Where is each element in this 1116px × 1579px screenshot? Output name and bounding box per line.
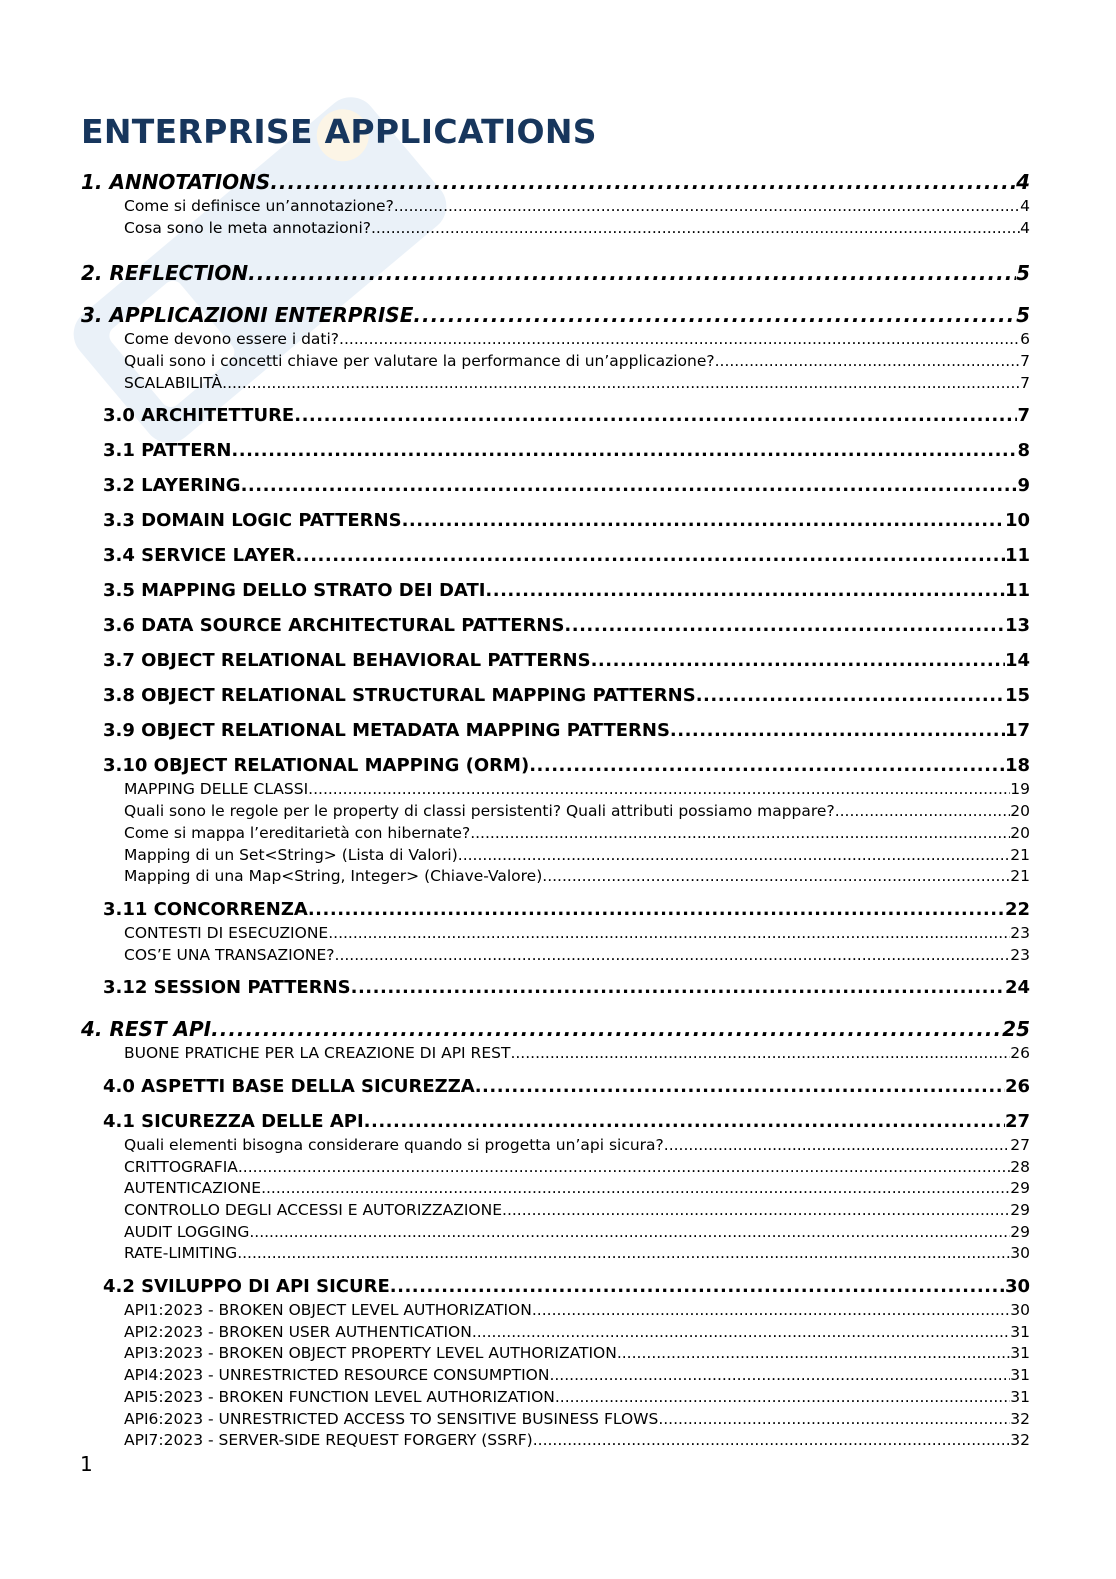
toc-entry-page: 9 [1017, 475, 1030, 497]
toc-entry-page: 5 [1016, 261, 1030, 286]
toc-entry-page: 13 [1004, 615, 1030, 637]
toc-entry-page: 8 [1017, 440, 1030, 462]
toc-entry[interactable] [81, 945, 1030, 967]
toc-dot-leader [470, 823, 1010, 845]
toc-dot-leader [549, 1365, 1010, 1387]
toc-entry-page: 26 [1010, 1044, 1030, 1063]
toc-dot-leader [564, 612, 1005, 639]
toc-entry-title: SCALABILITÀ [124, 373, 223, 392]
toc-entry-title: 3.9 OBJECT RELATIONAL METADATA MAPPING PATTERNS [103, 720, 670, 742]
toc-entry[interactable] [81, 1343, 1030, 1365]
toc-entry-title: Come devono essere i dati? [124, 330, 340, 349]
toc-entry-page: 4 [1020, 218, 1030, 237]
toc-entry[interactable] [81, 866, 1030, 888]
toc-entry[interactable] [81, 1273, 1030, 1300]
toc-entry[interactable] [81, 823, 1030, 845]
toc-entry-page: 17 [1004, 720, 1030, 742]
toc-entry[interactable] [81, 259, 1030, 287]
toc-entry-title: 4.0 ASPETTI BASE DELLA SICUREZZA [103, 1075, 475, 1097]
toc-dot-leader [394, 196, 1020, 218]
toc-entry[interactable] [81, 801, 1030, 823]
toc-dot-leader [222, 373, 1020, 395]
toc-dot-leader [308, 779, 1010, 801]
toc-entry[interactable] [81, 507, 1030, 534]
toc-dot-leader [270, 168, 1016, 196]
toc-entry-page: 31 [1010, 1387, 1030, 1406]
toc-entry-page: 21 [1010, 845, 1030, 864]
toc-entry-title: Mapping di una Map<String, Integer> (Chiave-Valore) [124, 867, 543, 886]
toc-entry-title: CONTROLLO DEGLI ACCESSI E AUTORIZZAZIONE [124, 1201, 503, 1219]
toc-dot-leader [617, 1343, 1010, 1365]
toc-dot-leader [555, 1387, 1010, 1409]
toc-entry-title: COS’E UNA TRANSAZIONE? [124, 945, 335, 964]
toc-dot-leader [591, 647, 1005, 674]
toc-dot-leader [294, 402, 1017, 429]
toc-dot-leader [835, 801, 1011, 823]
toc-entry[interactable] [81, 168, 1030, 196]
toc-entry[interactable] [81, 1178, 1030, 1200]
toc-entry[interactable] [81, 612, 1030, 639]
toc-entry-title: 4.1 SICUREZZA DELLE API [103, 1110, 364, 1132]
toc-entry-page: 21 [1010, 867, 1030, 886]
toc-entry-title: Quali elementi bisogna considerare quando si progetta un’api sicura? [124, 1135, 664, 1154]
toc-entry-page: 27 [1004, 1110, 1030, 1132]
toc-entry-title: 3.5 MAPPING DELLO STRATO DEI DATI [103, 580, 486, 602]
toc-dot-leader [413, 301, 1016, 329]
toc-entry[interactable] [81, 1135, 1030, 1157]
toc-entry[interactable] [81, 974, 1030, 1001]
toc-entry-page: 7 [1020, 352, 1030, 371]
toc-entry[interactable] [81, 373, 1030, 395]
toc-entry-page: 22 [1004, 898, 1030, 920]
toc-dot-leader [364, 1108, 1005, 1135]
toc-entry[interactable] [81, 923, 1030, 945]
toc-dot-leader [241, 472, 1018, 499]
toc-dot-leader [335, 945, 1011, 967]
toc-entry[interactable] [81, 752, 1030, 779]
toc-entry-page: 15 [1004, 685, 1030, 707]
toc-dot-leader [238, 1157, 1010, 1179]
toc-entry-page: 11 [1004, 545, 1030, 567]
toc-entry-title: 3.8 OBJECT RELATIONAL STRUCTURAL MAPPING PATTERNS [103, 685, 696, 707]
toc-entry-page: 23 [1010, 923, 1030, 942]
toc-entry-page: 29 [1010, 1222, 1030, 1241]
toc-dot-leader [458, 845, 1011, 867]
toc-entry-page: 30 [1004, 1276, 1030, 1298]
toc-entry-page: 25 [1002, 1017, 1030, 1042]
toc-entry[interactable] [81, 1200, 1030, 1222]
toc-dot-leader [532, 1300, 1010, 1322]
toc-entry-title: RATE-LIMITING [124, 1244, 238, 1263]
toc-entry-page: 4 [1016, 170, 1030, 194]
toc-entry[interactable] [81, 402, 1030, 429]
toc-entry-page: 6 [1020, 330, 1030, 349]
toc-entry-page: 31 [1010, 1322, 1030, 1341]
toc-dot-leader [472, 1322, 1010, 1344]
toc-dot-leader [670, 717, 1005, 744]
document-title: ENTERPRISE APPLICATIONS [81, 112, 597, 151]
toc-entry-page: 32 [1010, 1431, 1030, 1450]
toc-entry-page: 7 [1020, 373, 1030, 392]
toc-dot-leader [658, 1409, 1010, 1431]
toc-entry-page: 30 [1010, 1301, 1030, 1320]
toc-entry-title: Quali sono le regole per le property di classi persistenti? Quali attributi possiamo mappare? [124, 802, 835, 821]
toc-entry[interactable] [81, 1222, 1030, 1244]
toc-entry-title: 3.7 OBJECT RELATIONAL BEHAVIORAL PATTERNS [103, 650, 591, 672]
toc-dot-leader [542, 866, 1010, 888]
toc-entry-title: 3.0 ARCHITETTURE [103, 405, 295, 427]
toc-dot-leader [237, 1243, 1010, 1265]
toc-dot-leader [351, 974, 1005, 1001]
toc-entry-page: 31 [1010, 1366, 1030, 1385]
toc-entry-page: 19 [1010, 780, 1030, 799]
toc-entry[interactable] [81, 577, 1030, 604]
toc-dot-leader [328, 923, 1010, 945]
toc-dot-leader [510, 1043, 1010, 1065]
toc-entry-title: API5:2023 - BROKEN FUNCTION LEVEL AUTHORIZATION [124, 1387, 555, 1406]
toc-entry-page: 27 [1010, 1135, 1030, 1154]
toc-entry-title: 3.1 PATTERN [103, 440, 232, 462]
toc-dot-leader [402, 507, 1005, 534]
toc-entry-title: CONTESTI DI ESECUZIONE [124, 923, 329, 942]
toc-entry[interactable] [81, 1043, 1030, 1065]
toc-entry-title: 1. ANNOTATIONS [81, 170, 271, 194]
toc-entry[interactable] [81, 845, 1030, 867]
toc-entry-title: API2:2023 - BROKEN USER AUTHENTICATION [124, 1322, 472, 1341]
toc-dot-leader [249, 1222, 1010, 1244]
toc-entry[interactable] [81, 1243, 1030, 1265]
toc-entry-title: BUONE PRATICHE PER LA CREAZIONE DI API REST [124, 1044, 511, 1063]
toc-entry-title: AUDIT LOGGING [124, 1222, 250, 1241]
toc-entry-page: 11 [1004, 580, 1030, 602]
toc-entry[interactable] [81, 196, 1030, 218]
toc-entry-title: Come si mappa l’ereditarietà con hibernate? [124, 823, 471, 842]
toc-dot-leader [502, 1200, 1010, 1222]
toc-entry-title: API3:2023 - BROKEN OBJECT PROPERTY LEVEL AUTHORIZATION [124, 1344, 617, 1363]
toc-dot-leader [296, 542, 1005, 569]
toc-entry[interactable] [81, 1365, 1030, 1387]
toc-entry[interactable] [81, 1322, 1030, 1344]
toc-entry[interactable] [81, 542, 1030, 569]
toc-entry[interactable] [81, 1430, 1030, 1452]
toc-dot-leader [475, 1073, 1005, 1100]
toc-dot-leader [339, 329, 1020, 351]
toc-dot-leader [261, 1178, 1010, 1200]
toc-entry-title: 3.10 OBJECT RELATIONAL MAPPING (ORM) [103, 755, 530, 777]
toc-entry-title: Quali sono i concetti chiave per valutare la performance di un’applicazione? [124, 352, 715, 371]
toc-entry-page: 20 [1010, 802, 1030, 821]
toc-entry[interactable] [81, 1073, 1030, 1100]
toc-dot-leader [696, 682, 1005, 709]
toc-entry-page: 32 [1010, 1409, 1030, 1428]
toc-entry-title: 3.6 DATA SOURCE ARCHITECTURAL PATTERNS [103, 615, 565, 637]
toc-entry[interactable] [81, 472, 1030, 499]
toc-entry-title: 4. REST API [81, 1017, 212, 1042]
toc-entry-page: 10 [1004, 510, 1030, 532]
toc-entry[interactable] [81, 896, 1030, 923]
toc-entry-page: 7 [1017, 405, 1030, 427]
toc-entry-page: 18 [1004, 755, 1030, 777]
toc-entry-title: 2. REFLECTION [81, 261, 249, 286]
toc-dot-leader [248, 259, 1016, 287]
toc-entry[interactable] [81, 437, 1030, 464]
toc-dot-leader [715, 351, 1021, 373]
toc-dot-leader [485, 577, 1005, 604]
toc-entry-title: 4.2 SVILUPPO DI API SICURE [103, 1276, 390, 1298]
toc-entry-page: 24 [1004, 977, 1030, 999]
toc-entry-title: API6:2023 - UNRESTRICTED ACCESS TO SENSITIVE BUSINESS FLOWS [124, 1409, 659, 1428]
toc-entry-title: 3. APPLICAZIONI ENTERPRISE [81, 303, 414, 328]
toc-entry-page: 23 [1010, 945, 1030, 964]
toc-entry-page: 20 [1010, 823, 1030, 842]
table-of-contents-page [81, 108, 1030, 1452]
toc-entry-page: 4 [1020, 197, 1030, 215]
toc-entry-title: AUTENTICAZIONE [124, 1179, 262, 1198]
toc-entry-title: MAPPING DELLE CLASSI [124, 780, 309, 799]
toc-entry[interactable] [81, 218, 1030, 240]
toc-entry[interactable] [81, 1108, 1030, 1135]
toc-entry-title: CRITTOGRAFIA [124, 1157, 238, 1176]
toc-entry-title: Cosa sono le meta annotazioni? [124, 218, 371, 237]
toc-entry-title: API1:2023 - BROKEN OBJECT LEVEL AUTHORIZATION [124, 1301, 532, 1320]
toc-dot-leader [533, 1430, 1011, 1452]
toc-dot-leader [390, 1273, 1005, 1300]
page-number: 1 [80, 1452, 93, 1476]
table-of-contents [81, 168, 1030, 1452]
toc-entry-title: API4:2023 - UNRESTRICTED RESOURCE CONSUMPTION [124, 1366, 550, 1385]
toc-dot-leader [211, 1015, 1002, 1043]
toc-dot-leader [231, 437, 1017, 464]
toc-entry-title: 3.4 SERVICE LAYER [103, 545, 296, 567]
toc-entry-title: Mapping di un Set<String> (Lista di Valori) [124, 845, 458, 864]
toc-entry[interactable] [81, 1387, 1030, 1409]
toc-dot-leader [664, 1135, 1010, 1157]
toc-entry-page: 29 [1010, 1179, 1030, 1198]
toc-entry[interactable] [81, 329, 1030, 351]
toc-entry[interactable] [81, 1015, 1030, 1043]
toc-entry-title: Come si definisce un’annotazione? [124, 197, 394, 215]
toc-entry-page: 5 [1016, 303, 1030, 328]
toc-entry[interactable] [81, 779, 1030, 801]
toc-entry[interactable] [81, 1157, 1030, 1179]
toc-entry[interactable] [81, 647, 1030, 674]
toc-entry-page: 14 [1004, 650, 1030, 672]
toc-entry[interactable] [81, 1300, 1030, 1322]
toc-entry-page: 28 [1010, 1157, 1030, 1176]
toc-dot-leader [529, 752, 1005, 779]
toc-entry[interactable] [81, 301, 1030, 329]
toc-entry-title: 3.3 DOMAIN LOGIC PATTERNS [103, 510, 402, 532]
toc-entry[interactable] [81, 351, 1030, 373]
toc-entry-title: API7:2023 - SERVER-SIDE REQUEST FORGERY (SSRF) [124, 1431, 533, 1450]
toc-entry[interactable] [81, 717, 1030, 744]
toc-entry-title: 3.12 SESSION PATTERNS [103, 977, 351, 999]
toc-entry-page: 29 [1010, 1201, 1030, 1219]
toc-entry[interactable] [81, 682, 1030, 709]
toc-entry[interactable] [81, 1409, 1030, 1431]
toc-entry-page: 30 [1010, 1244, 1030, 1263]
toc-entry-title: 3.11 CONCORRENZA [103, 898, 308, 920]
toc-entry-title: 3.2 LAYERING [103, 475, 241, 497]
toc-dot-leader [308, 896, 1005, 923]
toc-entry-page: 31 [1010, 1344, 1030, 1363]
toc-dot-leader [371, 218, 1020, 240]
toc-entry-page: 26 [1004, 1075, 1030, 1097]
